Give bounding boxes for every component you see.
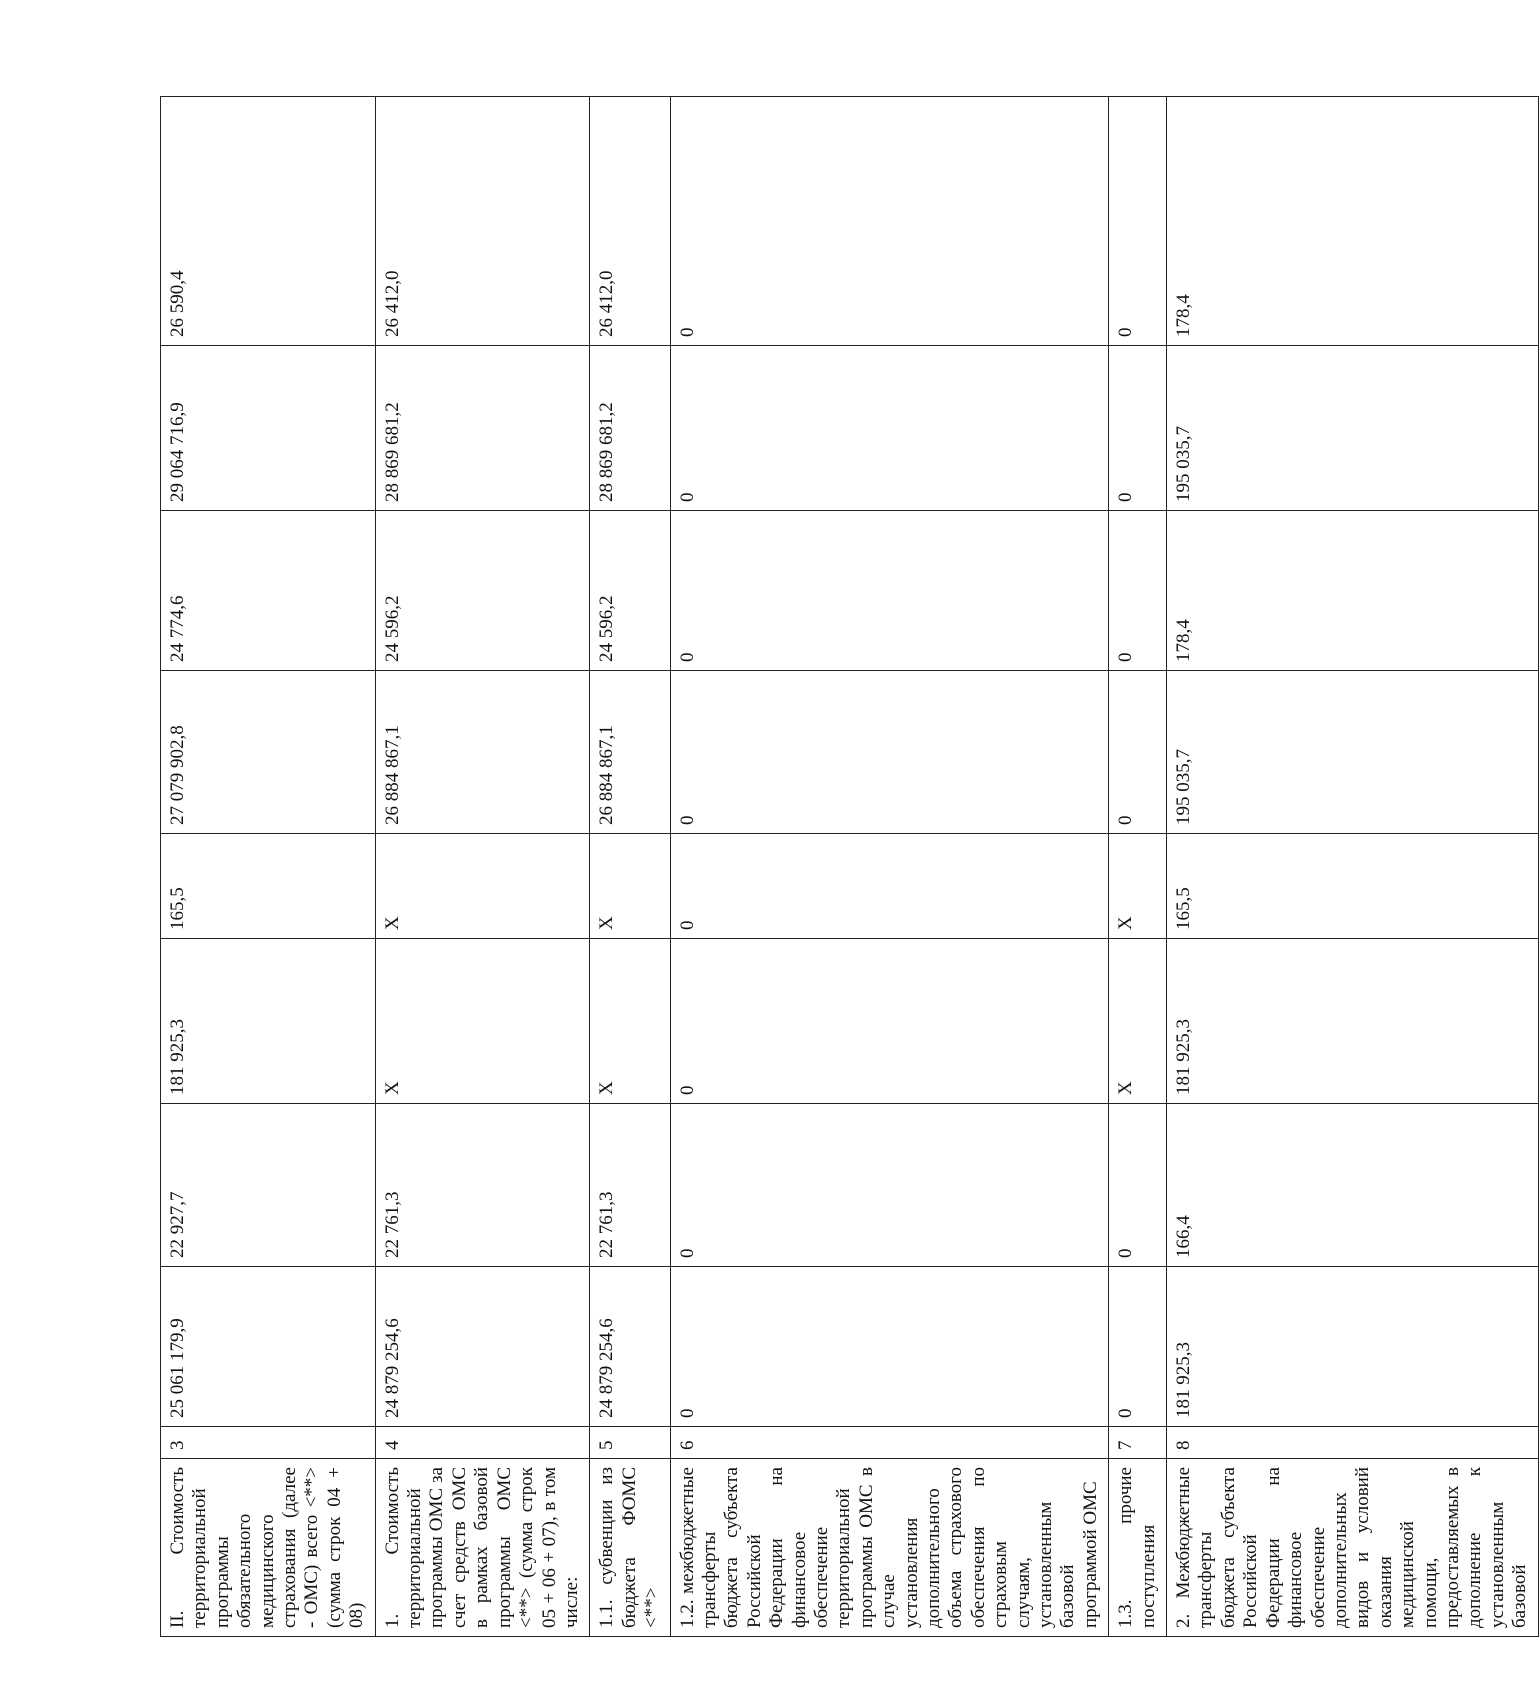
- table-row: [1109, 97, 1167, 1637]
- value-2022-per-capita-cell: 178,4: [1167, 511, 1539, 671]
- value-2023-total-cell: 195 035,7: [1167, 346, 1539, 511]
- financing-table: [160, 96, 1539, 1637]
- table-row: [161, 97, 376, 1637]
- value-2022-per-capita-cell: 0: [1109, 511, 1167, 671]
- value-2021-per-capita-cell: 0: [1109, 1104, 1167, 1267]
- table-row: [590, 97, 670, 1637]
- row-code-cell: 7: [1109, 1427, 1167, 1459]
- row-name-cell: II. Стоимость территориальной программы обязательного медицинского страхования (далее - ОМС) всего <**> (сумма строк 04 + 08): [161, 1459, 376, 1637]
- value-2021-subject-per-capita-cell: 0: [670, 834, 1109, 939]
- value-2021-total-cell: 181 925,3: [1167, 1267, 1539, 1427]
- value-2022-total-cell: 26 884 867,1: [375, 671, 590, 834]
- value-2021-per-capita-cell: 22 927,7: [161, 1104, 376, 1267]
- row-name-cell: 1.1. субвенции из бюджета ФОМС <**>: [590, 1459, 670, 1637]
- value-2021-per-capita-cell: 22 761,3: [590, 1104, 670, 1267]
- row-code-cell: 4: [375, 1427, 590, 1459]
- value-2021-subject-budget-cell: X: [1109, 939, 1167, 1104]
- row-code-cell: 6: [670, 1427, 1109, 1459]
- value-2022-total-cell: 0: [670, 671, 1109, 834]
- row-code-cell: 3: [161, 1427, 376, 1459]
- value-2021-total-cell: 24 879 254,6: [590, 1267, 670, 1427]
- value-2021-total-cell: 0: [670, 1267, 1109, 1427]
- value-2022-per-capita-cell: 24 596,2: [590, 511, 670, 671]
- value-2022-per-capita-cell: 24 774,6: [161, 511, 376, 671]
- value-2022-total-cell: 26 884 867,1: [590, 671, 670, 834]
- value-2021-total-cell: 25 061 179,9: [161, 1267, 376, 1427]
- row-name-cell: 1. Стоимость территориальной программы ОМС за счет средств ОМС в рамках базовой программы ОМС <**> (сумма строк 05 + 06 + 07), в том числе:: [375, 1459, 590, 1637]
- value-2021-subject-per-capita-cell: 165,5: [161, 834, 376, 939]
- value-2023-total-cell: 29 064 716,9: [161, 346, 376, 511]
- value-2021-subject-budget-cell: 0: [670, 939, 1109, 1104]
- value-2023-per-capita-cell: 0: [1109, 97, 1167, 346]
- value-2023-total-cell: 28 869 681,2: [375, 346, 590, 511]
- value-2021-total-cell: 24 879 254,6: [375, 1267, 590, 1427]
- table-row: [375, 97, 590, 1637]
- value-2021-subject-budget-cell: X: [590, 939, 670, 1104]
- row-name-cell: 1.2. межбюджетные трансферты бюджета субъекта Российской Федерации на финансовое обеспечение территориальной программы ОМС в случае установления дополнительного объема страхового обеспечения по страховым случаям, установленным базовой программой ОМС: [670, 1459, 1109, 1637]
- value-2023-per-capita-cell: 26 590,4: [161, 97, 376, 346]
- value-2021-subject-per-capita-cell: 165,5: [1167, 834, 1539, 939]
- value-2022-total-cell: 195 035,7: [1167, 671, 1539, 834]
- value-2021-total-cell: 0: [1109, 1267, 1167, 1427]
- row-code-cell: 8: [1167, 1427, 1539, 1459]
- value-2021-subject-budget-cell: 181 925,3: [161, 939, 376, 1104]
- value-2023-per-capita-cell: 178,4: [1167, 97, 1539, 346]
- value-2023-per-capita-cell: 26 412,0: [375, 97, 590, 346]
- row-name-cell: 2. Межбюджетные трансферты бюджета субъекта Российской Федерации на финансовое обеспечение дополнительных видов и условий оказания медицинской помощи, предоставляемых в дополнение к установленным базовой: [1167, 1459, 1539, 1637]
- value-2021-subject-per-capita-cell: X: [375, 834, 590, 939]
- value-2021-subject-budget-cell: X: [375, 939, 590, 1104]
- row-name-cell: 1.3. прочие поступления: [1109, 1459, 1167, 1637]
- value-2021-per-capita-cell: 0: [670, 1104, 1109, 1267]
- value-2023-total-cell: 0: [670, 346, 1109, 511]
- value-2023-total-cell: 0: [1109, 346, 1167, 511]
- row-code-cell: 5: [590, 1427, 670, 1459]
- value-2022-per-capita-cell: 0: [670, 511, 1109, 671]
- value-2021-subject-budget-cell: 181 925,3: [1167, 939, 1539, 1104]
- table-row: [1167, 97, 1539, 1637]
- value-2022-total-cell: 0: [1109, 671, 1167, 834]
- table-row: [670, 97, 1109, 1637]
- value-2021-subject-per-capita-cell: X: [1109, 834, 1167, 939]
- rotated-document-page: [160, 97, 1531, 1637]
- value-2021-per-capita-cell: 166,4: [1167, 1104, 1539, 1267]
- value-2021-subject-per-capita-cell: X: [590, 834, 670, 939]
- value-2022-total-cell: 27 079 902,8: [161, 671, 376, 834]
- value-2022-per-capita-cell: 24 596,2: [375, 511, 590, 671]
- value-2023-total-cell: 28 869 681,2: [590, 346, 670, 511]
- value-2023-per-capita-cell: 0: [670, 97, 1109, 346]
- value-2021-per-capita-cell: 22 761,3: [375, 1104, 590, 1267]
- value-2023-per-capita-cell: 26 412,0: [590, 97, 670, 346]
